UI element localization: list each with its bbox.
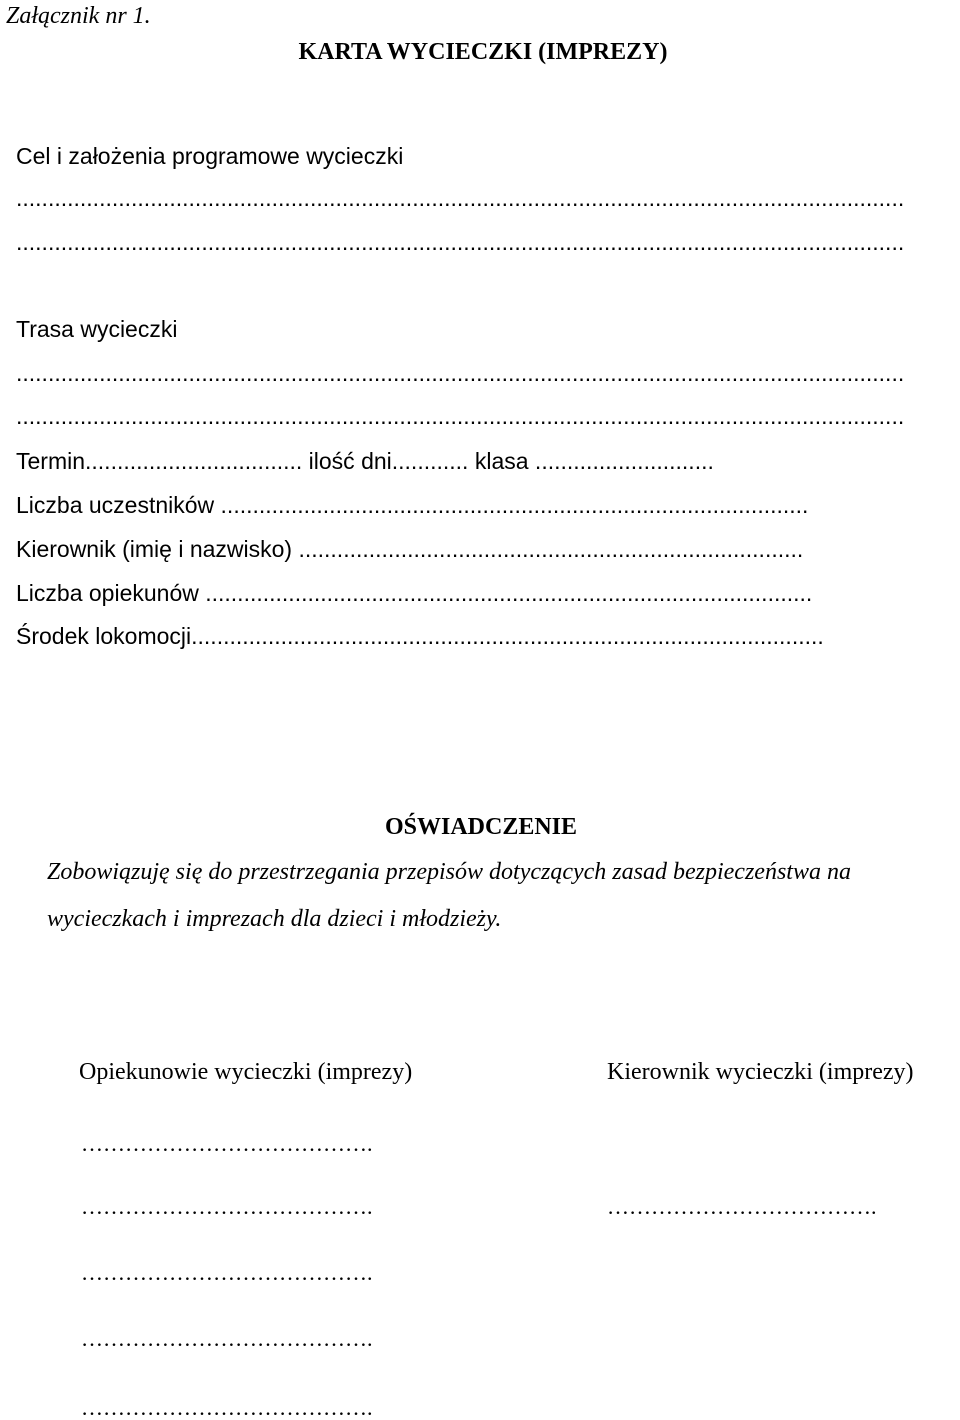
transport-label: Środek lokomocji [16, 623, 192, 649]
leader-signature-heading: Kierownik wycieczki (imprezy) [607, 1059, 914, 1085]
route-blank-line-1: ........................................................................................................................................... [16, 360, 905, 386]
leader-row [16, 538, 803, 561]
transport-row [16, 625, 824, 648]
guardians-count-label: Liczba opiekunów [16, 580, 199, 606]
guardian-signature-line: …………………………………. [81, 1131, 373, 1156]
declaration-text-line-1: Zobowiązuję się do przestrzegania przepisów dotyczących zasad bezpieczeństwa na [47, 859, 851, 885]
class-blank: ............................ [528, 448, 714, 474]
leader-blank: ............................................................................... [292, 536, 804, 562]
guardian-signature-line: …………………………………. [81, 1194, 373, 1219]
goals-blank-line-2: ........................................................................................................................................... [16, 229, 905, 255]
days-blank: ............ [391, 448, 469, 474]
route-label: Trasa wycieczki [16, 316, 178, 342]
guardian-signature-line: …………………………………. [81, 1260, 373, 1285]
guardians-count-row [16, 582, 812, 605]
term-blank: .................................. [85, 448, 303, 474]
attachment-label: Załącznik nr 1. [6, 3, 151, 29]
term-row [16, 450, 714, 473]
participants-blank: ............................................................................................ [214, 492, 809, 518]
route-blank-line-2: ........................................................................................................................................... [16, 403, 905, 429]
document-title: KARTA WYCIECZKI (IMPREZY) [298, 39, 668, 65]
goals-label: Cel i założenia programowe wycieczki [16, 143, 404, 169]
term-label: Termin [16, 448, 86, 474]
transport-blank: ................................................................................................... [191, 623, 824, 649]
guardian-signature-line: …………………………………. [81, 1326, 373, 1351]
guardians-count-blank: ............................................................................................... [198, 580, 813, 606]
days-label: ilość dni [302, 448, 392, 474]
class-label: klasa [468, 448, 529, 474]
leader-label: Kierownik (imię i nazwisko) [16, 536, 293, 562]
goals-blank-line-1: ........................................................................................................................................... [16, 185, 905, 211]
declaration-title: OŚWIADCZENIE [384, 814, 578, 840]
participants-label: Liczba uczestników [16, 492, 215, 518]
declaration-text-line-2: wycieczkach i imprezach dla dzieci i młodzieży. [47, 906, 502, 932]
guardian-signature-line: …………………………………. [81, 1395, 373, 1420]
leader-signature-line: ………………………………. [607, 1194, 877, 1219]
guardians-signature-heading: Opiekunowie wycieczki (imprezy) [79, 1059, 413, 1085]
participants-row [16, 494, 808, 517]
